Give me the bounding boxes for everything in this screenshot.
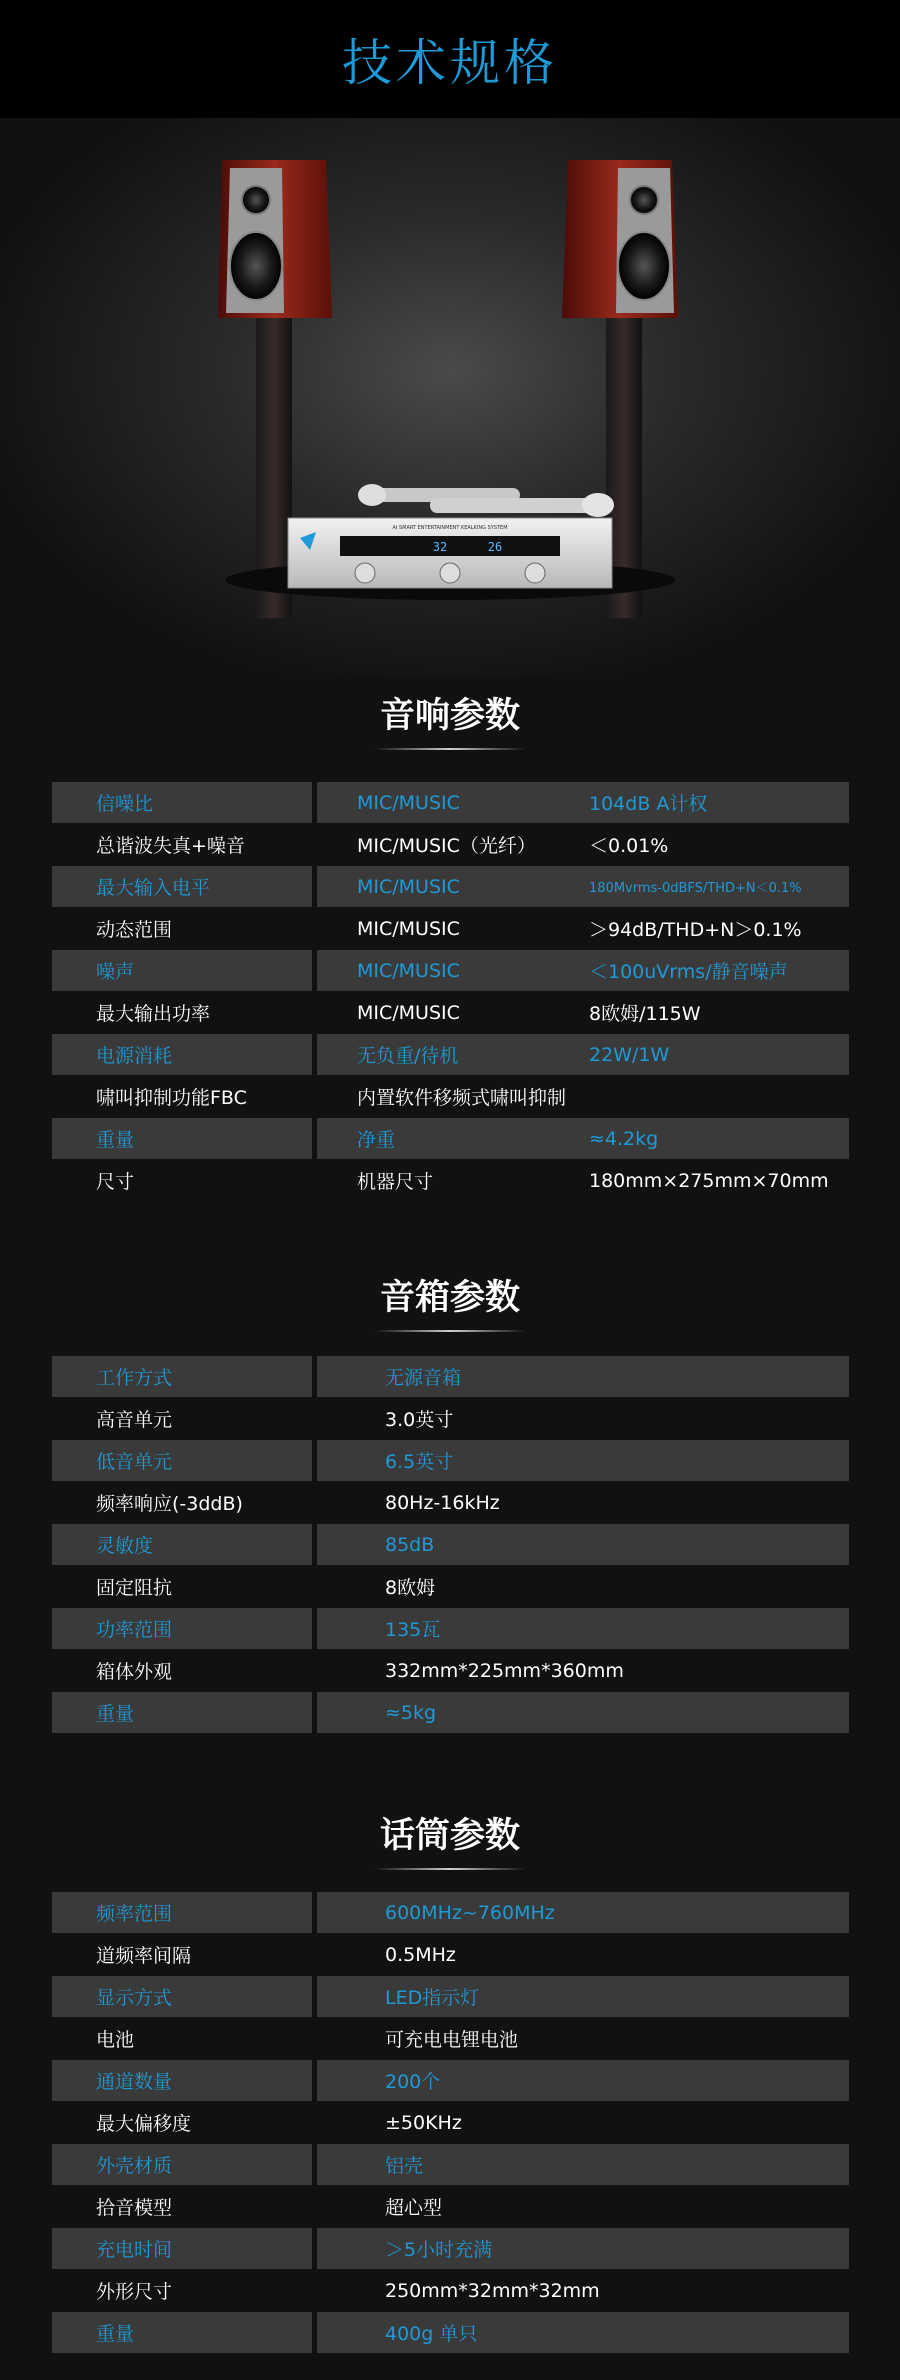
spec-value: 332mm*225mm*360mm: [385, 1659, 624, 1682]
spec-label: 高音单元: [96, 1409, 173, 1431]
spec-row: [52, 824, 849, 865]
spec-value: 超心型: [385, 2197, 443, 2219]
spec-condition: MIC/MUSIC（光纤）: [357, 835, 536, 857]
spec-row: [52, 866, 849, 907]
spec-value: 85dB: [317, 1524, 849, 1565]
spec-row: [52, 908, 849, 949]
spec-label: 尺寸: [96, 1171, 135, 1193]
spec-label: 总谐波失真+噪音: [96, 835, 245, 857]
spec-value: ＞5小时充满: [317, 2228, 849, 2269]
speaker-section-title: 音箱参数: [379, 1278, 520, 1318]
spec-value: 0.5MHz: [385, 1943, 456, 1966]
spec-row: [52, 2144, 849, 2185]
spec-value: 6.5英寸: [317, 1440, 849, 1481]
spec-label: 通道数量: [52, 2060, 312, 2101]
spec-value: [589, 1076, 849, 1117]
spec-label: 最大偏移度: [96, 2113, 192, 2135]
spec-value: LED指示灯: [317, 1976, 849, 2017]
spec-row: [52, 1076, 849, 1117]
spec-row: [52, 1692, 849, 1733]
audio-section-title: 音响参数: [379, 696, 520, 736]
spec-label: 重量: [52, 1692, 312, 1733]
spec-condition: 净重: [317, 1118, 589, 1159]
spec-label: 拾音模型: [96, 2197, 173, 2219]
audio-spec-table: [52, 782, 849, 1201]
spec-value: 8欧姆/115W: [589, 1003, 701, 1025]
spec-condition: MIC/MUSIC: [317, 782, 589, 823]
spec-row: [52, 1118, 849, 1159]
spec-value: 铝壳: [317, 2144, 849, 2185]
spec-label: 重量: [52, 2312, 312, 2353]
spec-label: 灵敏度: [52, 1524, 312, 1565]
svg-text:AI SMART ENTERTAINMENT KEALKIN: AI SMART ENTERTAINMENT KEALKING SYSTEM: [392, 525, 508, 531]
spec-row: [52, 1356, 849, 1397]
spec-label: 重量: [52, 1118, 312, 1159]
spec-value: 180mm×275mm×70mm: [589, 1169, 829, 1192]
spec-row: [52, 2060, 849, 2101]
spec-label: 箱体外观: [96, 1661, 173, 1683]
spec-value: 400g 单只: [317, 2312, 849, 2353]
wireless-microphones: [358, 484, 614, 517]
spec-value: ＜100uVrms/静音噪声: [589, 950, 849, 991]
speaker-section-heading: [0, 1270, 900, 1332]
spec-label: 外形尺寸: [96, 2281, 173, 2303]
spec-value: 3.0英寸: [385, 1409, 454, 1431]
spec-row: [52, 1566, 849, 1607]
spec-label: 工作方式: [52, 1356, 312, 1397]
spec-label: 道频率间隔: [96, 1945, 192, 1967]
spec-row: [52, 1934, 849, 1975]
spec-label: 啸叫抑制功能FBC: [96, 1087, 247, 1109]
spec-value: 22W/1W: [589, 1034, 849, 1075]
heading-underline: [375, 1330, 525, 1332]
spec-label: 充电时间: [52, 2228, 312, 2269]
spec-row: [52, 2186, 849, 2227]
product-hero-image: [0, 118, 900, 678]
mic-section-title: 话筒参数: [379, 1816, 520, 1856]
spec-label: 低音单元: [52, 1440, 312, 1481]
heading-underline: [375, 748, 525, 750]
spec-value: 8欧姆: [385, 1577, 436, 1599]
spec-value: 80Hz-16kHz: [385, 1491, 500, 1514]
spec-label: 频率范围: [52, 1892, 312, 1933]
spec-condition: MIC/MUSIC: [317, 866, 589, 907]
spec-condition: 机器尺寸: [357, 1171, 434, 1193]
spec-value: 200个: [317, 2060, 849, 2101]
spec-value: 250mm*32mm*32mm: [385, 2279, 600, 2302]
spec-label: 动态范围: [96, 919, 173, 941]
spec-value: ≈5kg: [317, 1692, 849, 1733]
spec-label: 信噪比: [52, 782, 312, 823]
spec-value: 无源音箱: [317, 1356, 849, 1397]
spec-label: 显示方式: [52, 1976, 312, 2017]
spec-value: ＞94dB/THD+N＞0.1%: [589, 919, 802, 941]
spec-label: 外壳材质: [52, 2144, 312, 2185]
spec-row: [52, 1524, 849, 1565]
spec-row: [52, 950, 849, 991]
spec-row: [52, 2102, 849, 2143]
spec-value: 600MHz~760MHz: [317, 1892, 849, 1933]
spec-value: ±50KHz: [385, 2111, 462, 2134]
spec-row: [52, 1398, 849, 1439]
spec-value: ≈4.2kg: [589, 1118, 849, 1159]
spec-row: [52, 1976, 849, 2017]
audio-section-heading: [0, 688, 900, 750]
spec-label: 功率范围: [52, 1608, 312, 1649]
spec-row: [52, 1034, 849, 1075]
speaker-spec-table: [52, 1356, 849, 1733]
spec-row: [52, 1892, 849, 1933]
spec-condition: 无负重/待机: [317, 1034, 589, 1075]
heading-underline: [375, 1868, 525, 1870]
spec-value: 104dB A计权: [589, 782, 849, 823]
spec-value: 可充电电锂电池: [385, 2029, 519, 2051]
spec-row: [52, 1482, 849, 1523]
spec-label: 频率响应(-3ddB): [96, 1493, 243, 1515]
spec-condition: MIC/MUSIC: [357, 1001, 460, 1024]
spec-row: [52, 1650, 849, 1691]
spec-value: 180Mvrms-0dBFS/THD+N＜0.1%: [589, 866, 849, 907]
spec-row: [52, 1608, 849, 1649]
amplifier-unit: [288, 518, 612, 588]
spec-row: [52, 1440, 849, 1481]
spec-label: 噪声: [52, 950, 312, 991]
spec-label: 固定阻抗: [96, 1577, 173, 1599]
svg-text:32: 32: [432, 540, 448, 554]
page-title: 技术规格: [342, 34, 558, 92]
spec-label: 最大输入电平: [52, 866, 312, 907]
spec-label: 最大输出功率: [96, 1003, 211, 1025]
spec-row: [52, 992, 849, 1033]
mic-spec-table: [52, 1892, 849, 2353]
spec-label: 电池: [96, 2029, 135, 2051]
spec-row: [52, 2312, 849, 2353]
spec-condition: MIC/MUSIC: [317, 950, 589, 991]
spec-row: [52, 2228, 849, 2269]
title-bar: [0, 0, 900, 118]
spec-row: [52, 2018, 849, 2059]
product-illustration: [0, 118, 900, 678]
spec-row: [52, 782, 849, 823]
spec-label: 电源消耗: [52, 1034, 312, 1075]
mic-section-heading: [0, 1808, 900, 1870]
spec-row: [52, 1160, 849, 1201]
spec-row: [52, 2270, 849, 2311]
spec-condition: 内置软件移频式啸叫抑制: [357, 1087, 567, 1109]
svg-text:26: 26: [487, 540, 503, 554]
spec-condition: MIC/MUSIC: [357, 917, 460, 940]
spec-value: ＜0.01%: [589, 835, 669, 857]
spec-value: 135瓦: [317, 1608, 849, 1649]
